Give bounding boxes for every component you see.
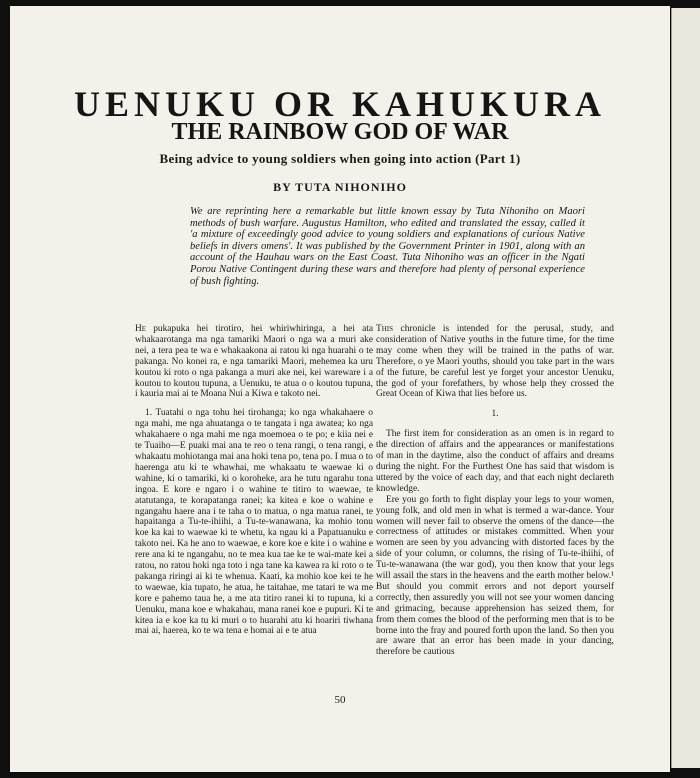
- english-paragraph-1: [376, 324, 614, 400]
- editor-introduction: We are reprinting here a remarkable but little known essay by Tuta Nihoniho on Maori methods of bush warfare. Augustus Hamilton, who edited and translated the essay, called it 'a mixture of exceedingly good advice to young soldiers and explanations of curious Native beliefs in divers omens'. It was published by the Government Printer in 1901, along with an account of the Hauhau wars on the East Coast. Tuta Nihoniho was an officer in the Ngati Porou Native Contingent during these wars and therefore had plenty of personal experience of bush fighting.: [190, 206, 585, 287]
- maori-text-column: [135, 324, 373, 637]
- maori-paragraph-2: 1. Tuatahi o nga tohu hei tirohanga; ko nga whakahaere o nga mahi, me nga ahuatanga o te tangata i nga awatea; ko nga whakahaere o nga mahi me nga moemoea o te po; e kiia nei e te Tuaiho—E puaki mai ana te reo o tena rangi, o tena rangi, e whakaatu mohiotanga mai ana hoki tena po, tena po. I mua o to haerenga atu ki te whawhai, me whakaatu te waewae ki o wahine, ki o tamariki, ki o koroheke, ara he tutu ngarahu tona ingoa. E kore e ngaro i o wahine te titiro to waewae, te atatutanga, te korapatanga ranei; ka kitea e koe o wahine e ngangahu haere ana i te taha o to matua, o nga matua ranei, te hapaitanga a Tu-te-ihiihi, a Tu-te-wanawana, ka mohio tonu koe ka kai to waewae ki te whetu, ka ngau ki a Papatuanuku e takoto nei. Ka he ano to waewae, e kore koe e kite i o wahine e rere ana ki te ngangahu, no te mea kua tae ke te wai-mate kei a ratou, no ratou hoki nga toto i nga tane ka kawea ra ki roto o te pakanga riringi ai ki te whenua. Kaati, ka mohio koe kei te he to waewae, kia tupato, he atua, he taitahae, me tatari te wa me kore e pahemo taua he, a me ata titiro ranei ki to tupuna, ki a Uenuku, mana koe e whakahau, mana ranei koe e pupuri. Ki te kitea ia e koe ka tu ki muri o to huarahi atu ki hoariri tiwhana mai ai, haerea, ko te wa tena e homai ai e te atua: [135, 408, 373, 637]
- maori-paragraph-1-text: pukapuka hei tirotiro, hei whiriwhiringa, a hei ata whakaarotanga ma nga tamariki Maori o nga wa a muri ake nei, a tera pea te wa e whakaakona ai ratou ki nga huarahi o te pakanga. No konei ra, e nga tamariki Maori, mehemea ka uru koutou ki roto o nga pakanga a muri ake nei, kei wareware i a koutou to koutou tupuna, a Uenuku, te atua o o koutou tupuna, i kauria mai ai te Moana Nui a Kiwa e takoto nei.: [135, 324, 373, 400]
- article-title: UENUKU OR KAHUKURA: [73, 84, 606, 124]
- article-subtitle: THE RAINBOW GOD OF WAR: [171, 119, 509, 145]
- maori-drop-lead: He: [135, 324, 147, 334]
- english-paragraph-2: The first item for consideration as an omen is in regard to the direction of affairs and the appearances or manifestations of man in the daytime, also the conduct of affairs and dreams during the night. For the Furthest One has said that wisdom is uttered by the voice of each day, and that each night declareth knowledge.: [376, 429, 614, 494]
- english-paragraph-1-text: chronicle is intended for the perusal, study, and consideration of Native youths in the future time, for the time may come when they will be trained in the paths of war. Therefore, o ye Maori youths, should you take part in the wars of the future, be careful lest ye forget your ancestor Uenuku, the god of your forefathers, by whose help they crossed the Great Ocean of Kiwa that lies before us.: [376, 324, 614, 400]
- article-byline: BY TUTA NIHONIHO: [273, 180, 407, 194]
- magazine-page: [10, 6, 670, 772]
- english-paragraph-3: Ere you go forth to fight display your legs to your women, young folk, and old men in what is termed a war-dance. Your women will never fail to observe the omens of the dance—the correctness of attitudes or mistakes committed. When your women are seen by you advancing with distorted faces by the side of your column, or columns, the rising of Tu-te-ihiihi, of Tu-te-wanawana (the war god), you then know that your legs will assail the stars in the heavens and the earth mother below.¹ But should you commit errors and not deport yourself correctly, then assuredly you will not see your women dancing and grimacing, because apprehension has seized them, for from them comes the blood of the performing men that is to be borne into the fray and poured forth upon the land. So then you are aware that an error has been made in your dancing, therefore be cautious: [376, 494, 614, 658]
- english-text-column: [376, 324, 614, 658]
- english-drop-lead: This: [376, 324, 394, 334]
- page-number: 50: [334, 694, 346, 706]
- adjacent-page-edge: [671, 8, 700, 768]
- article-strap: Being advice to young soldiers when going into action (Part 1): [159, 151, 521, 166]
- section-number: 1.: [491, 409, 499, 420]
- maori-paragraph-1: [135, 324, 373, 400]
